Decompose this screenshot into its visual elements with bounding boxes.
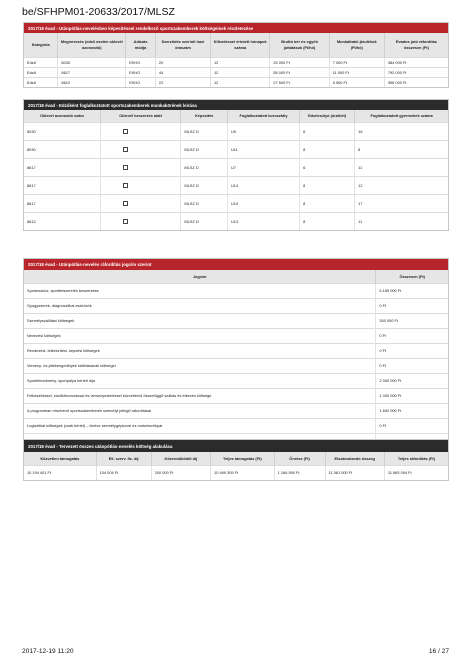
cell-category: Logisztikai költségek (csak bérlet) – kivéve személygépkocsi és motorkerékpár: [24, 418, 376, 433]
col-header: Oklevél azonosító szám: [24, 110, 100, 122]
cell-own-contribution: 1 166 590 Ft: [274, 465, 325, 480]
cell-age-group: U11: [227, 140, 299, 158]
cell-tax: EKHO: [126, 57, 156, 67]
cell-qualification: MLSZ D: [181, 158, 228, 176]
col-header: Évados jutó ráfordítás összesen (Ft): [384, 33, 448, 57]
cell-age-group: U19: [227, 194, 299, 212]
coach-costs-table: [24, 33, 448, 87]
table-row: [24, 313, 448, 328]
cell-amount: 300 000 Ft: [376, 313, 448, 328]
cell-children: 16: [355, 122, 448, 140]
coach-duties-panel: [23, 99, 449, 231]
table-row: [24, 140, 448, 158]
cell-category: Gyógyszerek, diagnosztikai eszközök: [24, 298, 376, 313]
cell-children: 11: [355, 212, 448, 230]
table-row: [24, 158, 448, 176]
cell-amount: 1 692 000 Ft: [376, 403, 448, 418]
table-row: [24, 67, 448, 77]
checkbox[interactable]: [123, 129, 128, 134]
cell-qualification: MLSZ D: [181, 176, 228, 194]
table-row: [24, 122, 448, 140]
col-header: Szerződés szerinti havi óraszám: [155, 33, 210, 57]
cell-age-group: U7: [227, 158, 299, 176]
cell-hours: 44: [155, 67, 210, 77]
col-header: Bruttó bér és egyéb juttatások (Ft/hó): [270, 33, 329, 57]
cell-license-id: 8030: [58, 57, 126, 67]
cell-hours: 8: [300, 212, 355, 230]
cell-amount: 6 169 000 Ft: [376, 283, 448, 298]
checkbox[interactable]: [123, 147, 128, 152]
table-row: [24, 388, 448, 403]
col-header: Munkáltatói járulékok (Ft/hó): [329, 33, 384, 57]
table-row: [24, 77, 448, 87]
coach-duties-title: 2017/18 évad - Edzőként foglalkoztatott sportszakemberek munkakörének leírása: [24, 100, 448, 110]
cell-license-id: 8030: [24, 140, 100, 158]
cell-license-id: 8617: [24, 158, 100, 176]
checkbox[interactable]: [123, 219, 128, 224]
cell-category: Verseny- és játékengedélyek kiállításának költségei: [24, 358, 376, 373]
coach-costs-title: 2017/18 évad - Utánpótlás-nevelésben képesítéssel rendelkező sportszakemberek költségeinek részletezése: [24, 23, 448, 33]
total-costs-panel: [23, 439, 449, 481]
cell-category: Edző: [24, 77, 58, 87]
table-row: [24, 298, 448, 313]
expense-category-title: 2017/18 évad - Utánpótlás-nevelés ráfordítás jogcím szerint: [24, 259, 448, 270]
cell-age-group: U14: [227, 176, 299, 194]
cell-tax: EKHO: [126, 67, 156, 77]
cell-category: Felkészítéssel, edzőtáborozással és versenyeztetéssel közvetlenül összefüggő szállás és étkezés költsége: [24, 388, 376, 403]
coach-duties-table: [24, 110, 448, 230]
table-row: [24, 465, 448, 480]
cell-employer-contrib: 7 000 Ft: [329, 57, 384, 67]
col-header: Képesítés: [181, 110, 228, 122]
col-header: Teljes támogatás (Ft): [211, 452, 275, 465]
cell-qualification: MLSZ D: [181, 212, 228, 230]
table-row: [24, 212, 448, 230]
cell-qualification: MLSZ D: [181, 122, 228, 140]
cell-age-group: U9: [227, 122, 299, 140]
cell-hours: 6: [300, 122, 355, 140]
col-header: Teljes ráfordítás (Ft): [384, 452, 448, 465]
col-header: Közvetlen támogatás: [24, 452, 96, 465]
expense-category-table: [24, 270, 448, 449]
cell-hours: 8: [300, 176, 355, 194]
cell-hours: 8: [300, 194, 355, 212]
cell-hours: 22: [155, 77, 210, 87]
cell-license-id: 8612: [58, 77, 126, 87]
col-header: Ell. szerv. fiz. díj: [96, 452, 151, 465]
cell-children: 11: [355, 158, 448, 176]
cell-total: 384 000 Ft: [384, 57, 448, 67]
col-header: Elszámolandó összeg: [325, 452, 384, 465]
cell-gross: 25 000 Ft: [270, 57, 329, 67]
cell-category: A programban résztvevő sportszakemberek személyi jellegű ráfordításai: [24, 403, 376, 418]
cell-age-group: U13: [227, 212, 299, 230]
cell-children: 12: [355, 176, 448, 194]
cell-amount: 0 Ft: [376, 418, 448, 433]
cell-hours: 8: [300, 140, 355, 158]
cell-category: Sporteszköz, sportfelszerelés beszerzése: [24, 283, 376, 298]
cell-months: 12: [211, 77, 270, 87]
cell-category: Edző: [24, 67, 58, 77]
cell-amount: 1 000 000 Ft: [376, 388, 448, 403]
table-row: [24, 343, 448, 358]
cell-months: 12: [211, 57, 270, 67]
cell-amount: 0 Ft: [376, 343, 448, 358]
total-costs-table: [24, 452, 448, 480]
total-costs-title: 2017/18 évad - Tervezett összes utánpótlás-nevelés költség alakulása: [24, 440, 448, 452]
footer-page-number: 16 / 27: [428, 648, 449, 655]
cell-employer-contrib: 11 000 Ft: [329, 67, 384, 77]
table-row: [24, 403, 448, 418]
cell-total: 396 000 Ft: [384, 77, 448, 87]
checkbox[interactable]: [123, 201, 128, 206]
cell-gross: 55 000 Ft: [270, 67, 329, 77]
cell-amount: 0 Ft: [376, 328, 448, 343]
cell-employer-contrib: 5 500 Ft: [329, 77, 384, 87]
footer-datetime: 2017-12-19 11:20: [22, 648, 74, 655]
col-header: Adózás módja: [126, 33, 156, 57]
cell-amount: 0 Ft: [376, 298, 448, 313]
document-id: be/SFHPM01-20633/2017/MLSZ: [22, 6, 175, 18]
cell-category: Edző: [24, 57, 58, 67]
cell-direct-support: 10 194 401 Ft: [24, 465, 96, 480]
table-row: [24, 176, 448, 194]
col-header: Foglalkoztatott gyermekek száma: [355, 110, 448, 122]
cell-hours: 20: [155, 57, 210, 67]
col-header: Foglalkoztatott korosztály: [227, 110, 299, 122]
cell-gross: 27 500 Ft: [270, 77, 329, 87]
col-header: Kifizetéssel érintett hónapok száma: [211, 33, 270, 57]
cell-license-id: 8617: [24, 176, 100, 194]
col-header: Önrész (Ft): [274, 452, 325, 465]
cell-audit-fee: 104 004 Ft: [96, 465, 151, 480]
cell-license-id: 8030: [24, 122, 100, 140]
col-header: Jogcím: [24, 270, 376, 283]
checkbox[interactable]: [123, 165, 128, 170]
col-header: Oklevél beszerzés alatt: [100, 110, 181, 122]
cell-hours: 6: [300, 158, 355, 176]
coach-costs-panel: [23, 22, 449, 88]
cell-accountable-amount: 11 561 000 Ft: [325, 465, 384, 480]
cell-amount: 2 000 000 Ft: [376, 373, 448, 388]
table-row: [24, 418, 448, 433]
cell-amount: 0 Ft: [376, 358, 448, 373]
cell-category: Személyszállítási költségek: [24, 313, 376, 328]
checkbox[interactable]: [123, 183, 128, 188]
cell-license-id: 8617: [58, 67, 126, 77]
cell-contributor-fee: 200 000 Ft: [151, 465, 210, 480]
cell-qualification: MLSZ D: [181, 194, 228, 212]
cell-category: Sportlétesítmény, sportpálya bérleti díja: [24, 373, 376, 388]
expense-category-panel: [23, 258, 449, 450]
col-header: Közreműködői díj: [151, 452, 210, 465]
cell-tax: EKHO: [126, 77, 156, 87]
table-row: [24, 57, 448, 67]
cell-children: 17: [355, 194, 448, 212]
cell-qualification: MLSZ D: [181, 140, 228, 158]
cell-months: 12: [211, 67, 270, 77]
table-row: [24, 194, 448, 212]
cell-license-id: 8617: [24, 194, 100, 212]
col-header: Kategória: [24, 33, 58, 57]
cell-children: 8: [355, 140, 448, 158]
col-header: Megnevezés (edző esetén oklevél azonosító): [58, 33, 126, 57]
table-row: [24, 283, 448, 298]
cell-category: Rendezési, felkészítési, képzési költségek: [24, 343, 376, 358]
cell-total-expenditure: 11 665 094 Ft: [384, 465, 448, 480]
cell-total-support: 10 499 305 Ft: [211, 465, 275, 480]
cell-category: Nevezési költségek: [24, 328, 376, 343]
table-row: [24, 373, 448, 388]
col-header: Edzéssúlyó (óra/hét): [300, 110, 355, 122]
col-header: Összesen (Ft): [376, 270, 448, 283]
cell-total: 792 000 Ft: [384, 67, 448, 77]
cell-license-id: 8612: [24, 212, 100, 230]
table-row: [24, 358, 448, 373]
table-row: [24, 328, 448, 343]
